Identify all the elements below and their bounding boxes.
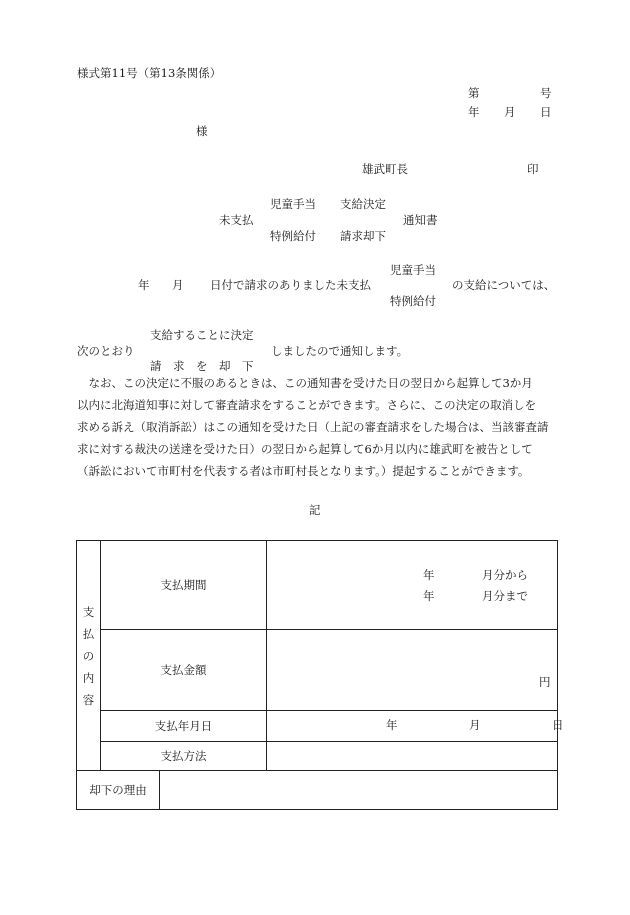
payment-content-group-label: [77, 601, 100, 711]
group-label-char: 支: [82, 604, 95, 619]
title-prefix: 未支払: [219, 213, 254, 227]
payment-date-cell[interactable]: [267, 711, 564, 742]
issuer-name: 雄武町長: [362, 162, 408, 176]
title-option-special-benefit: 特例給付: [270, 229, 316, 243]
addressee-suffix: 様: [196, 124, 208, 138]
payment-content-group-cell: [77, 541, 101, 771]
group-label-char: 払: [82, 626, 95, 641]
seal-mark: 印: [527, 162, 539, 176]
reason-row: [77, 771, 558, 810]
group-label-char: 容: [82, 692, 95, 707]
notice-line: なお、この決定に不服のあるときは、この通知書を受けた日の翌日から起算して3か月: [77, 376, 533, 390]
method-row: [77, 742, 558, 771]
body-option-reject: 請 求 を 却 下: [150, 359, 254, 373]
body-option-grant: 支給することに決定: [150, 328, 254, 342]
notice-line: （訴訟において市町村を代表する者は市町村長となります。）提起することができます。: [77, 464, 530, 478]
group-label-char: 内: [82, 670, 95, 685]
number-suffix: 号: [540, 86, 552, 100]
period-from-month: 月分から: [482, 568, 528, 582]
body-option-child-allowance: 児童手当: [390, 263, 436, 277]
period-from-year: 年: [423, 568, 435, 582]
amount-label: 支払金額: [101, 630, 267, 711]
notice-line: 求める訴え（取消訴訟）はこの通知を受けた日（上記の審査請求をした場合は、当該審査請: [77, 420, 549, 434]
date-day-label: 日: [540, 105, 552, 119]
body-line1-tail: の支給については、: [452, 278, 556, 292]
number-prefix: 第: [468, 86, 480, 100]
period-label: 支払期間: [101, 541, 267, 630]
rejection-reason-cell[interactable]: [160, 771, 558, 810]
period-to-year: 年: [423, 589, 435, 603]
body-request-text: 日付で請求のありました未支払: [210, 278, 371, 292]
period-to-month: 月分まで: [482, 589, 528, 603]
title-option-child-allowance: 児童手当: [270, 197, 316, 211]
body-option-special-benefit: 特例給付: [390, 294, 436, 308]
body-month-label: 月: [172, 278, 184, 292]
title-option-grant: 支給決定: [340, 197, 386, 211]
payment-date-day: 日: [552, 718, 564, 732]
notice-line: 求に対する裁決の送達を受けた日）の翌日から起算して6か月以内に雄武町を被告として: [77, 442, 533, 456]
payment-details-table: [76, 540, 564, 810]
rejection-reason-label: 却下の理由: [77, 771, 160, 810]
body-line2-tail: しましたので通知します。: [271, 344, 409, 358]
amount-unit: 円: [539, 675, 551, 689]
notice-line: 以内に北海道知事に対して審査請求をすることができます。さらに、この決定の取消しを: [77, 398, 537, 412]
period-value-cell[interactable]: [267, 541, 558, 630]
title-option-reject: 請求却下: [340, 229, 386, 243]
period-row: [77, 541, 558, 630]
amount-value-cell[interactable]: [267, 630, 558, 711]
date-month-label: 月: [504, 105, 516, 119]
body-year-label: 年: [138, 278, 150, 292]
payment-date-month: 月: [469, 718, 481, 732]
payment-date-label: 支払年月日: [101, 711, 267, 742]
payment-date-year: 年: [386, 718, 398, 732]
title-suffix: 通知書: [403, 213, 438, 227]
body-line2-head: 次のとおり: [77, 344, 135, 358]
group-label-char: の: [82, 648, 95, 663]
date-year-label: 年: [468, 105, 480, 119]
form-number: 様式第11号（第13条関係）: [77, 66, 222, 80]
notice-paragraph: [77, 372, 557, 482]
ki-heading: 記: [309, 503, 321, 517]
payment-method-cell[interactable]: [267, 742, 558, 771]
date-row: [77, 711, 558, 742]
amount-row: [77, 630, 558, 711]
payment-method-label: 支払方法: [101, 742, 267, 771]
